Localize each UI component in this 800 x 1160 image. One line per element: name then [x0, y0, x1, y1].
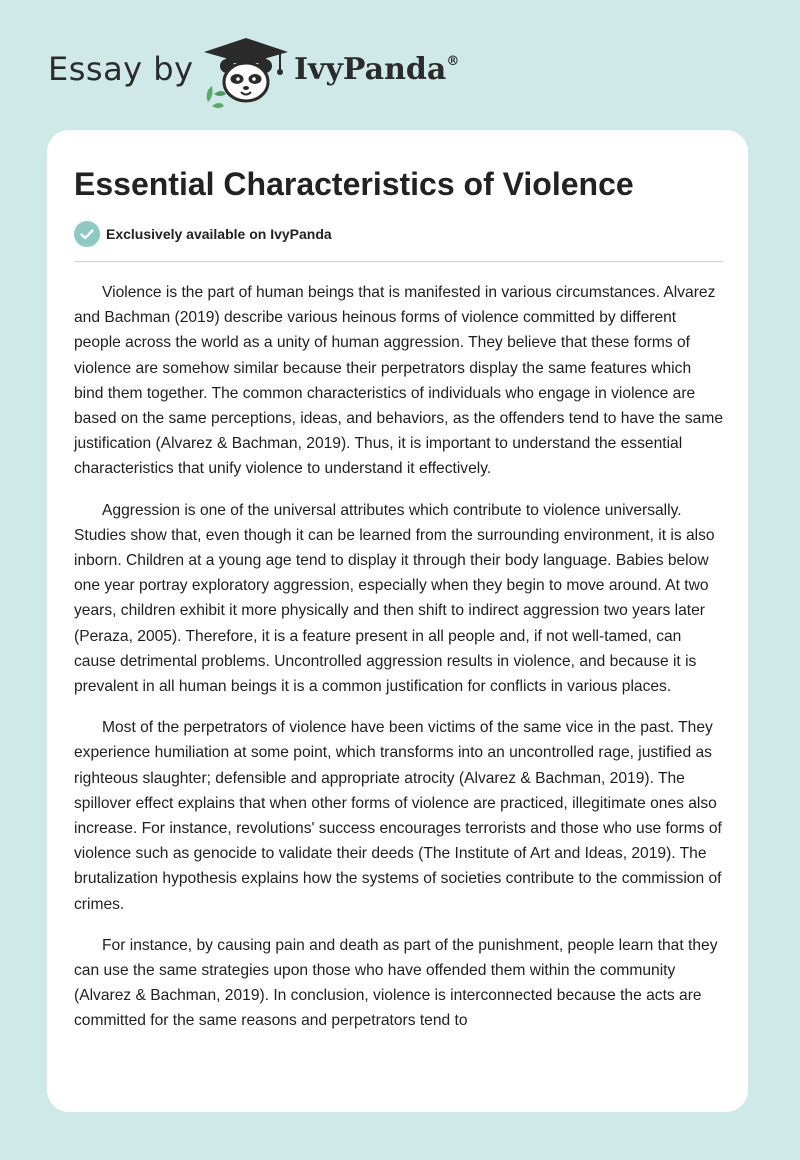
registered-mark: ®	[446, 54, 460, 69]
paragraph: Violence is the part of human beings that is manifested in various circumstances. Alvarez and Bachman (2019) describe various heinous forms of violence committed by different people across the world as a unity of human aggression. They believe that these forms of violence are somehow similar because their perpetrators display the same features which bind them together. The common characteristics of individuals who engage in violence are based on the same perceptions, ideas, and behaviors, as the offenders tend to have the same justification (Alvarez & Bachman, 2019). Thus, it is important to understand the essential characteristics that unify violence to understand it effectively.	[74, 284, 724, 478]
essay-card	[47, 130, 748, 1112]
paragraph: Most of the perpetrators of violence have been victims of the same vice in the past. They experience humiliation at some point, which transforms into an uncontrolled rage, justified as righteous slaughter; defensible and appropriate atrocity (Alvarez & Bachman, 2019). The spillover effect explains that when other forms of violence are practiced, illegitimate ones also increase. For instance, revolutions' success encourages terrorists and those who use forms of violence such as genocide to validate their deeds (The Institute of Art and Ideas, 2019). The brutalization hypothesis explains how the systems of societies contribute to the commission of crimes.	[74, 719, 722, 913]
check-circle-icon	[74, 221, 100, 247]
brand-name[interactable]	[294, 52, 459, 87]
paragraph: Aggression is one of the universal attributes which contribute to violence universally. Studies show that, even though it can be learned from the surrounding environment, it is also inborn. Children at a young age tend to display it through their body language. Babies below one year portray exploratory aggression, especially when they begin to move around. At two years, children exhibit it more physically and then shift to indirect aggression two years later (Peraza, 2005). Therefore, it is a feature present in all people and, if not well-tamed, can cause detrimental problems. Uncontrolled aggression results in violence, and because it is prevalent in all human beings it is a common justification for conflicts in various places.	[74, 501, 715, 696]
essay-body	[74, 280, 724, 1050]
paragraph: For instance, by causing pain and death as part of the punishment, people learn that they can use the same strategies upon those who have offended them within the community (Alvarez & Bachman, 2019). In conclusion, violence is interconnected because the acts are committed for the same reasons and perpetrators tend to	[74, 936, 718, 1030]
ivypanda-panda-logo-icon[interactable]	[200, 36, 292, 108]
title-divider	[74, 261, 723, 262]
brand-name-text: IvyPanda	[294, 52, 447, 87]
site-header	[0, 0, 800, 130]
exclusive-badge-label: Exclusively available on IvyPanda	[106, 226, 332, 242]
exclusive-badge	[74, 221, 332, 247]
essay-by-label: Essay by	[48, 50, 194, 88]
page-title: Essential Characteristics of Violence	[74, 166, 634, 202]
